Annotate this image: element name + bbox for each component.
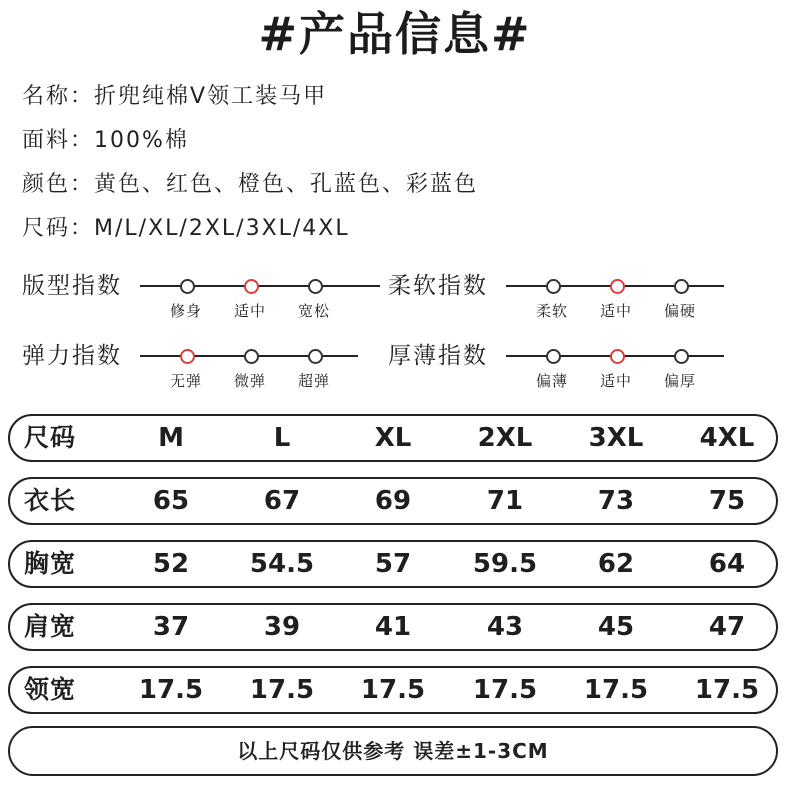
table-row: 领宽 17.5 17.5 17.5 17.5 17.5 17.5 (8, 666, 778, 714)
info-colors: 颜色 ： 黄色、红色、橙色、孔蓝色、彩蓝色 (22, 170, 478, 200)
index-dot (546, 279, 561, 294)
index-dot (180, 279, 195, 294)
index-softness: 柔软指数 柔软 适中 偏硬 (388, 270, 728, 330)
index-dot (244, 349, 259, 364)
info-sizes: 尺码 ： M/L/XL/2XL/3XL/4XL (22, 214, 350, 244)
info-fabric: 面料 ： 100%棉 (22, 126, 189, 156)
index-dot (308, 279, 323, 294)
index-dot (244, 279, 259, 294)
index-dot (308, 349, 323, 364)
info-name: 名称 ： 折兜纯棉V领工装马甲 (22, 82, 327, 112)
size-table-header: 尺码 M L XL 2XL 3XL 4XL (8, 414, 778, 462)
size-note: 以上尺码仅供参考 误差±1-3CM (8, 726, 778, 776)
table-row: 肩宽 37 39 41 43 45 47 (8, 603, 778, 651)
page-title: #产品信息# (258, 7, 532, 61)
table-row: 胸宽 52 54.5 57 59.5 62 64 (8, 540, 778, 588)
index-dot (180, 349, 195, 364)
index-thickness: 厚薄指数 偏薄 适中 偏厚 (388, 340, 728, 400)
index-dot (674, 279, 689, 294)
index-dot (674, 349, 689, 364)
index-dot (610, 279, 625, 294)
index-dot (610, 349, 625, 364)
index-elasticity: 弹力指数 无弹 微弹 超弹 (22, 340, 362, 400)
index-dot (546, 349, 561, 364)
table-row: 衣长 65 67 69 71 73 75 (8, 477, 778, 525)
index-fit: 版型指数 修身 适中 宽松 (22, 270, 362, 330)
